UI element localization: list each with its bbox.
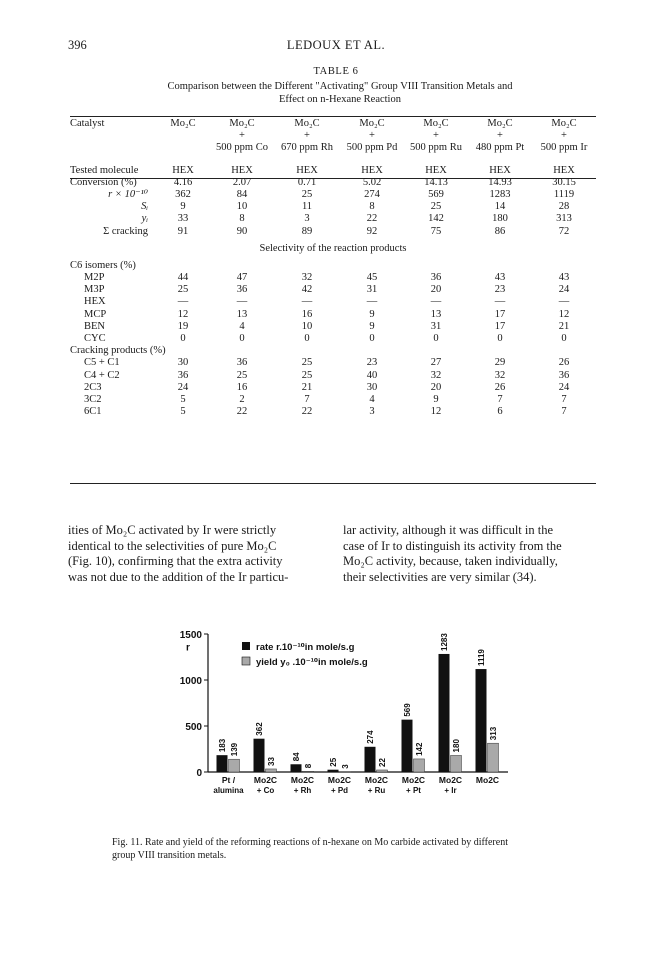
column-header: + bbox=[304, 130, 310, 142]
table-number: TABLE 6 bbox=[313, 66, 359, 77]
table-cell: 31 bbox=[366, 284, 378, 296]
table-cell: 36 bbox=[177, 369, 189, 381]
x-tick-label-line2: alumina bbox=[213, 786, 244, 795]
table-cell: 12 bbox=[558, 308, 570, 320]
table-cell: 42 bbox=[301, 284, 313, 296]
table-row bbox=[70, 272, 596, 284]
x-tick-label: Mo2C bbox=[364, 775, 389, 785]
x-tick-label-line2: + Pt bbox=[406, 786, 421, 795]
x-tick-label: Mo2C bbox=[475, 775, 500, 785]
data-label: 139 bbox=[230, 742, 239, 757]
table-cell: — bbox=[177, 296, 189, 308]
cracking-section-heading-label: Cracking products (%) bbox=[70, 345, 166, 357]
bar-rate bbox=[439, 654, 450, 772]
table-cell: 91 bbox=[177, 225, 189, 237]
table-cell: 25 bbox=[430, 201, 442, 213]
table-cell: — bbox=[301, 296, 313, 308]
data-label: 33 bbox=[267, 757, 276, 766]
data-label: 362 bbox=[255, 722, 264, 736]
table-cell: 24 bbox=[177, 381, 189, 393]
table-cell: 10 bbox=[236, 201, 248, 213]
table-cell: 90 bbox=[236, 225, 248, 237]
table-cell: HEX bbox=[172, 164, 194, 176]
table-cell: 25 bbox=[301, 189, 313, 201]
data-table bbox=[70, 118, 596, 418]
column-header: + bbox=[497, 130, 503, 142]
bar-yield bbox=[488, 743, 499, 772]
table-cell: 9 bbox=[433, 394, 439, 406]
column-header: Mo₂C bbox=[359, 118, 385, 129]
x-tick-label-line2: + Ru bbox=[367, 786, 386, 795]
x-tick-label: Mo2C bbox=[253, 775, 278, 785]
bar-chart bbox=[160, 618, 520, 830]
bar-rate bbox=[476, 669, 487, 772]
column-header: 480 ppm Pt bbox=[475, 142, 525, 154]
body-text-line: lar activity, although it was difficult in the bbox=[343, 523, 554, 537]
data-label: 142 bbox=[415, 742, 424, 756]
table-cell: 31 bbox=[430, 320, 442, 332]
table-cell: 6 bbox=[497, 406, 503, 418]
table-row bbox=[70, 165, 596, 177]
column-header: Mo₂C bbox=[170, 118, 196, 129]
row-label: C5 + C1 bbox=[84, 357, 120, 369]
table-cell: 14.13 bbox=[424, 176, 448, 188]
table-cell: 0 bbox=[433, 333, 439, 345]
table-cell: 21 bbox=[301, 381, 313, 393]
x-tick-label: Mo2C bbox=[327, 775, 352, 785]
table-cell: 43 bbox=[494, 272, 506, 284]
selectivity-heading-label: Selectivity of the reaction products bbox=[259, 242, 407, 254]
table-cell: 274 bbox=[364, 189, 380, 201]
table-cell: 25 bbox=[301, 357, 313, 369]
table-cell: 22 bbox=[366, 213, 378, 225]
table-cell: 0 bbox=[304, 333, 310, 345]
column-header-label bbox=[70, 130, 156, 142]
column-header: + bbox=[369, 130, 375, 142]
header-row bbox=[70, 142, 596, 154]
y-tick-label: 0 bbox=[196, 768, 202, 779]
x-tick-label: Mo2C bbox=[401, 775, 426, 785]
figure-caption bbox=[112, 837, 582, 862]
table-cell: 89 bbox=[301, 225, 313, 237]
bar-yield bbox=[377, 770, 388, 772]
row-label: BEN bbox=[84, 320, 105, 332]
data-label: 3 bbox=[341, 764, 350, 769]
table-cell: 33 bbox=[177, 213, 189, 225]
table-cell: — bbox=[236, 296, 248, 308]
y-tick-label: 1000 bbox=[179, 676, 202, 687]
table-row bbox=[70, 189, 596, 201]
table-cell: HEX bbox=[553, 164, 575, 176]
x-tick-label-line2: + Ir bbox=[444, 786, 457, 795]
row-label: Sᵢ bbox=[141, 201, 148, 213]
table-cell: 8 bbox=[239, 213, 245, 225]
row-label: C4 + C2 bbox=[84, 369, 120, 381]
table-cell: 25 bbox=[236, 369, 248, 381]
figure-caption-line: Fig. 11. Rate and yield of the reforming reactions of n-hexane on Mo carbide activated by different bbox=[112, 837, 508, 848]
table-row bbox=[70, 213, 596, 225]
row-label: M3P bbox=[84, 284, 105, 296]
table-row bbox=[70, 284, 596, 296]
column-header: Mo₂C bbox=[229, 118, 255, 129]
bar-yield bbox=[229, 759, 240, 772]
table-caption-line: Comparison between the Different "Activating" Group VIII Transition Metals and bbox=[167, 81, 513, 92]
table-cell: 5 bbox=[180, 406, 186, 418]
column-header: + bbox=[561, 130, 567, 142]
legend-label-rate: rate r.10⁻¹⁰in mole/s.g bbox=[256, 642, 355, 653]
table-cell: 30 bbox=[177, 357, 189, 369]
c6-section-heading-label: C6 isomers (%) bbox=[70, 259, 136, 271]
table-cell: — bbox=[558, 296, 570, 308]
legend-swatch-rate bbox=[242, 642, 250, 650]
table-cell: 13 bbox=[430, 308, 442, 320]
table-cell: 9 bbox=[369, 320, 375, 332]
x-tick-label: Pt / bbox=[221, 775, 236, 785]
table-row bbox=[70, 321, 596, 333]
table-cell: 9 bbox=[180, 201, 186, 213]
row-label: 3C2 bbox=[84, 394, 102, 406]
table-cell: 30.15 bbox=[552, 176, 576, 188]
data-label: 180 bbox=[452, 739, 461, 753]
table-cell: 36 bbox=[430, 272, 442, 284]
table-row bbox=[70, 296, 596, 308]
table-cell: 4 bbox=[239, 320, 245, 332]
table-cell: 2 bbox=[239, 394, 245, 406]
table-cell: 27 bbox=[430, 357, 442, 369]
column-header-label: Catalyst bbox=[70, 118, 105, 129]
bar-rate bbox=[402, 720, 413, 772]
table-cell: 92 bbox=[366, 225, 378, 237]
table-cell: 0.71 bbox=[297, 176, 317, 188]
table-cell: 1119 bbox=[553, 189, 575, 201]
table-cell: 32 bbox=[301, 272, 313, 284]
body-text-line: was not due to the addition of the Ir particu- bbox=[68, 569, 289, 584]
column-header: + bbox=[239, 130, 245, 142]
table-cell: 16 bbox=[236, 381, 248, 393]
data-label: 25 bbox=[329, 757, 338, 767]
column-header: 500 ppm Ru bbox=[410, 142, 462, 154]
header-row bbox=[70, 118, 596, 130]
table-cell: 362 bbox=[175, 189, 191, 201]
table-row bbox=[70, 201, 596, 213]
row-label: M2P bbox=[84, 272, 105, 284]
bar-yield bbox=[414, 759, 425, 772]
table-cell: 0 bbox=[239, 333, 245, 345]
table-cell: 44 bbox=[177, 272, 189, 284]
column-header: Mo₂C bbox=[423, 118, 449, 129]
row-label: CYC bbox=[84, 333, 106, 345]
column-header: 500 ppm Ir bbox=[540, 142, 588, 154]
table-cell: — bbox=[494, 296, 506, 308]
column-header: 670 ppm Rh bbox=[281, 142, 333, 154]
table-cell: 47 bbox=[236, 272, 248, 284]
row-label: MCP bbox=[84, 308, 107, 320]
bar-yield bbox=[303, 771, 314, 772]
data-label: 8 bbox=[304, 763, 313, 769]
figure-caption-line: group VIII transition metals. bbox=[112, 849, 227, 861]
table-cell: 8 bbox=[369, 201, 375, 213]
table-cell: HEX bbox=[361, 164, 383, 176]
table-cell: 3 bbox=[304, 213, 310, 225]
table-cell: 20 bbox=[430, 284, 442, 296]
row-label: 2C3 bbox=[84, 381, 102, 393]
table-bottom-rule bbox=[70, 483, 596, 484]
spacer-row bbox=[70, 155, 596, 165]
running-head: LEDOUX ET AL. bbox=[286, 38, 386, 52]
table-cell: 313 bbox=[556, 213, 572, 225]
bar-yield bbox=[451, 755, 462, 772]
table-cell: 5.02 bbox=[362, 176, 382, 188]
table-cell: 180 bbox=[492, 213, 508, 225]
data-label: 1283 bbox=[440, 633, 449, 651]
c6-section-heading bbox=[70, 260, 596, 272]
table-row bbox=[70, 309, 596, 321]
bar-rate bbox=[254, 739, 265, 772]
table-cell: 17 bbox=[494, 308, 506, 320]
table-top-rule bbox=[70, 116, 596, 117]
y-tick-label: 500 bbox=[185, 722, 202, 733]
table-cell: 36 bbox=[236, 357, 248, 369]
table-cell: 43 bbox=[558, 272, 570, 284]
x-tick-label: Mo2C bbox=[438, 775, 463, 785]
table-cell: 29 bbox=[494, 357, 506, 369]
table-cell: 45 bbox=[366, 272, 378, 284]
page-number: 396 bbox=[68, 38, 87, 52]
table-cell: 7 bbox=[497, 394, 503, 406]
table-cell: 17 bbox=[494, 320, 506, 332]
table-cell: 569 bbox=[428, 189, 444, 201]
table-cell: 25 bbox=[177, 284, 189, 296]
table-row bbox=[70, 370, 596, 382]
row-label: HEX bbox=[84, 296, 106, 308]
table-cell: 28 bbox=[558, 201, 570, 213]
table-cell: 0 bbox=[369, 333, 375, 345]
table-cell: 26 bbox=[494, 381, 506, 393]
table-cell: 16 bbox=[301, 308, 313, 320]
table-cell: 13 bbox=[236, 308, 248, 320]
data-label: 22 bbox=[378, 758, 387, 767]
x-tick-label-line2: + Co bbox=[256, 786, 275, 795]
table-cell: 4 bbox=[369, 394, 375, 406]
table-cell: 32 bbox=[494, 369, 506, 381]
table-cell: 10 bbox=[301, 320, 313, 332]
table-cell: 0 bbox=[561, 333, 567, 345]
table-cell: 75 bbox=[430, 225, 442, 237]
table-cell: 12 bbox=[177, 308, 189, 320]
column-header: Mo₂C bbox=[551, 118, 577, 129]
table-row bbox=[70, 357, 596, 369]
table-cell: 20 bbox=[430, 381, 442, 393]
table-cell: 1283 bbox=[489, 189, 511, 201]
row-label: Conversion (%) bbox=[70, 176, 137, 188]
table-cell: 19 bbox=[177, 320, 189, 332]
table-cell: 7 bbox=[304, 394, 310, 406]
legend-swatch-yield bbox=[242, 657, 250, 665]
header-row bbox=[70, 130, 596, 142]
table-row bbox=[70, 333, 596, 345]
table-cell: 22 bbox=[301, 406, 313, 418]
table-cell: HEX bbox=[425, 164, 447, 176]
data-label: 274 bbox=[366, 730, 375, 744]
table-cell: 26 bbox=[558, 357, 570, 369]
table-cell: — bbox=[430, 296, 442, 308]
table-cell: — bbox=[366, 296, 378, 308]
table-cell: 36 bbox=[558, 369, 570, 381]
table-row bbox=[70, 382, 596, 394]
table-cell: 25 bbox=[301, 369, 313, 381]
table-cell: 32 bbox=[430, 369, 442, 381]
data-label: 569 bbox=[403, 703, 412, 717]
table-cell: 24 bbox=[558, 381, 570, 393]
cracking-section-heading bbox=[70, 345, 596, 357]
table-cell: 9 bbox=[369, 308, 375, 320]
table-cell: 30 bbox=[366, 381, 378, 393]
table-cell: 22 bbox=[236, 406, 248, 418]
table-cell: HEX bbox=[296, 164, 318, 176]
body-text-line: case of Ir to distinguish its activity from the bbox=[343, 538, 562, 553]
bar-rate bbox=[291, 764, 302, 772]
table-caption-line: Effect on n-Hexane Reaction bbox=[279, 94, 401, 105]
row-label: Σ cracking bbox=[103, 225, 148, 237]
selectivity-heading bbox=[70, 238, 596, 260]
bar-rate bbox=[328, 770, 339, 772]
body-text-line: Mo₂C activity, because, taken individually, bbox=[343, 554, 558, 568]
bar-rate bbox=[365, 747, 376, 772]
table-cell: 36 bbox=[236, 284, 248, 296]
column-header-label bbox=[70, 142, 156, 154]
table-cell: 2.07 bbox=[232, 176, 252, 188]
table-cell: HEX bbox=[489, 164, 511, 176]
x-tick-label: Mo2C bbox=[290, 775, 315, 785]
table-cell: 72 bbox=[558, 225, 570, 237]
x-tick-label-line2: + Rh bbox=[293, 786, 312, 795]
row-label: yᵢ bbox=[141, 213, 148, 225]
table-caption bbox=[100, 80, 580, 106]
data-label: 1119 bbox=[477, 649, 486, 667]
table-row bbox=[70, 394, 596, 406]
x-tick-label-line2: + Pd bbox=[330, 786, 349, 795]
table-cell: 21 bbox=[558, 320, 570, 332]
bar-rate bbox=[217, 755, 228, 772]
body-text-left bbox=[68, 523, 333, 585]
table-cell: 7 bbox=[561, 406, 567, 418]
column-header: Mo₂C bbox=[294, 118, 320, 129]
column-header bbox=[156, 130, 210, 142]
body-text-right bbox=[343, 523, 605, 585]
table-row bbox=[70, 406, 596, 418]
table-cell: 86 bbox=[494, 225, 506, 237]
data-label: 84 bbox=[292, 752, 301, 762]
y-tick-label: 1500 bbox=[179, 630, 202, 641]
body-text-line: their selectivities are very similar (34). bbox=[343, 569, 537, 584]
table-row bbox=[70, 177, 596, 189]
table-cell: 4.16 bbox=[173, 176, 193, 188]
body-text-line: (Fig. 10), confirming that the extra activity bbox=[68, 554, 283, 568]
table-cell: 84 bbox=[236, 189, 248, 201]
table-cell: 7 bbox=[561, 394, 567, 406]
body-text-line: identical to the selectivities of pure Mo₂C bbox=[68, 538, 277, 553]
table-cell: 40 bbox=[366, 369, 378, 381]
column-header bbox=[156, 142, 210, 154]
table-row bbox=[70, 226, 596, 238]
column-header: + bbox=[433, 130, 439, 142]
body-text-line: ities of Mo₂C activated by Ir were strictly bbox=[68, 523, 277, 537]
column-header: 500 ppm Co bbox=[216, 142, 268, 154]
table-cell: 5 bbox=[180, 394, 186, 406]
table-cell: 14.93 bbox=[488, 176, 512, 188]
table-cell: 0 bbox=[497, 333, 503, 345]
table-cell: 12 bbox=[430, 406, 442, 418]
y-axis-label: r bbox=[186, 642, 190, 654]
data-label: 313 bbox=[489, 726, 498, 741]
table-cell: 3 bbox=[369, 406, 375, 418]
row-label: r × 10⁻¹⁰ bbox=[108, 189, 148, 201]
table-cell: 142 bbox=[428, 213, 444, 225]
row-label: 6C1 bbox=[84, 406, 102, 418]
column-header: Mo₂C bbox=[487, 118, 513, 129]
bar-yield bbox=[266, 769, 277, 772]
legend-label-yield: yield y₀ .10⁻¹⁰in mole/s.g bbox=[256, 657, 368, 668]
column-header: 500 ppm Pd bbox=[346, 142, 398, 154]
table-cell: 23 bbox=[494, 284, 506, 296]
data-label: 183 bbox=[218, 738, 227, 753]
table-cell: 23 bbox=[366, 357, 378, 369]
row-label: Tested molecule bbox=[70, 164, 139, 176]
table-cell: HEX bbox=[231, 164, 253, 176]
table-cell: 0 bbox=[180, 333, 186, 345]
table-cell: 24 bbox=[558, 284, 570, 296]
table-cell: 11 bbox=[301, 201, 313, 213]
table-cell: 14 bbox=[494, 201, 506, 213]
